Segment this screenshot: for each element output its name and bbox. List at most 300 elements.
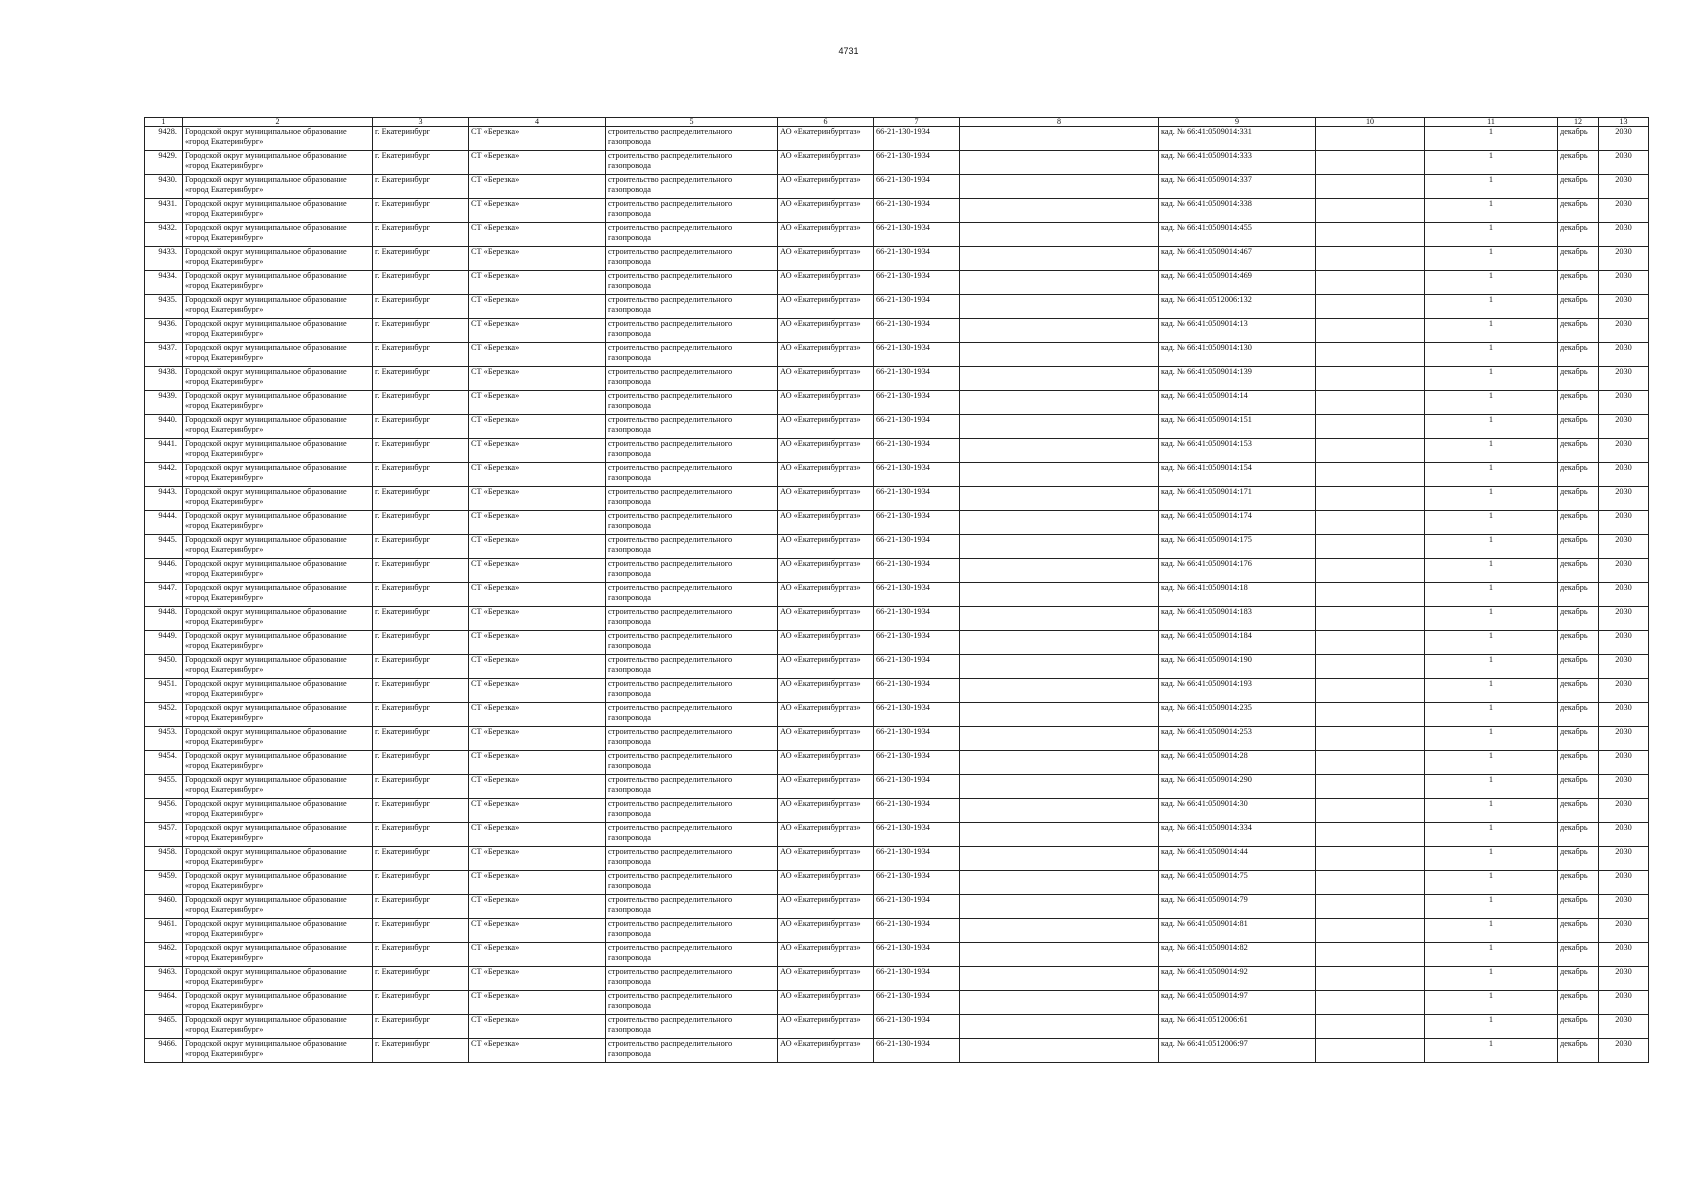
row-number-cell: 9457. <box>145 823 183 847</box>
code-cell: 66-21-130-1934 <box>874 943 960 967</box>
city-cell: г. Екатеринбург <box>373 391 469 415</box>
cadastral-number-cell: кад. № 66:41:0509014:92 <box>1159 967 1316 991</box>
company-cell: АО «Екатеринбурггаз» <box>778 151 874 175</box>
empty-cell <box>1316 151 1425 175</box>
year-cell: 2030 <box>1599 823 1649 847</box>
owner-cell: Городской округ муниципальное образование «город Екатеринбург» <box>183 151 373 175</box>
empty-cell <box>1316 199 1425 223</box>
empty-cell <box>960 751 1159 775</box>
table-row <box>145 631 1649 655</box>
quantity-cell: 1 <box>1425 1015 1558 1039</box>
owner-cell: Городской округ муниципальное образование «город Екатеринбург» <box>183 535 373 559</box>
empty-cell <box>960 511 1159 535</box>
city-cell: г. Екатеринбург <box>373 751 469 775</box>
month-cell: декабрь <box>1558 247 1599 271</box>
city-cell: г. Екатеринбург <box>373 247 469 271</box>
year-cell: 2030 <box>1599 127 1649 151</box>
company-cell: АО «Екатеринбурггаз» <box>778 463 874 487</box>
cadastral-number-cell: кад. № 66:41:0509014:30 <box>1159 799 1316 823</box>
row-number-cell: 9452. <box>145 703 183 727</box>
company-cell: АО «Екатеринбурггаз» <box>778 847 874 871</box>
table-row <box>145 895 1649 919</box>
company-cell: АО «Екатеринбурггаз» <box>778 799 874 823</box>
column-header: 9 <box>1159 118 1316 127</box>
owner-cell: Городской округ муниципальное образование «город Екатеринбург» <box>183 559 373 583</box>
column-header: 13 <box>1599 118 1649 127</box>
month-cell: декабрь <box>1558 943 1599 967</box>
owner-cell: Городской округ муниципальное образование «город Екатеринбург» <box>183 463 373 487</box>
code-cell: 66-21-130-1934 <box>874 967 960 991</box>
empty-cell <box>960 367 1159 391</box>
quantity-cell: 1 <box>1425 919 1558 943</box>
city-cell: г. Екатеринбург <box>373 1039 469 1063</box>
table-row <box>145 967 1649 991</box>
city-cell: г. Екатеринбург <box>373 775 469 799</box>
quantity-cell: 1 <box>1425 1039 1558 1063</box>
owner-cell: Городской округ муниципальное образование «город Екатеринбург» <box>183 847 373 871</box>
location-cell: СТ «Березка» <box>469 607 606 631</box>
work-description-cell: строительство распределительного газопровода <box>606 511 778 535</box>
company-cell: АО «Екатеринбурггаз» <box>778 415 874 439</box>
location-cell: СТ «Березка» <box>469 199 606 223</box>
empty-cell <box>1316 1015 1425 1039</box>
empty-cell <box>960 295 1159 319</box>
company-cell: АО «Екатеринбурггаз» <box>778 319 874 343</box>
empty-cell <box>960 559 1159 583</box>
table-row <box>145 415 1649 439</box>
work-description-cell: строительство распределительного газопровода <box>606 679 778 703</box>
table-row <box>145 271 1649 295</box>
location-cell: СТ «Березка» <box>469 583 606 607</box>
cadastral-number-cell: кад. № 66:41:0509014:174 <box>1159 511 1316 535</box>
location-cell: СТ «Березка» <box>469 463 606 487</box>
empty-cell <box>1316 535 1425 559</box>
empty-cell <box>960 991 1159 1015</box>
table-row <box>145 703 1649 727</box>
table-row <box>145 871 1649 895</box>
empty-cell <box>1316 247 1425 271</box>
table-row <box>145 127 1649 151</box>
month-cell: декабрь <box>1558 463 1599 487</box>
work-description-cell: строительство распределительного газопровода <box>606 967 778 991</box>
empty-cell <box>960 919 1159 943</box>
year-cell: 2030 <box>1599 559 1649 583</box>
year-cell: 2030 <box>1599 751 1649 775</box>
quantity-cell: 1 <box>1425 703 1558 727</box>
cadastral-number-cell: кад. № 66:41:0509014:184 <box>1159 631 1316 655</box>
owner-cell: Городской округ муниципальное образование «город Екатеринбург» <box>183 991 373 1015</box>
cadastral-number-cell: кад. № 66:41:0512006:132 <box>1159 295 1316 319</box>
month-cell: декабрь <box>1558 607 1599 631</box>
column-header: 4 <box>469 118 606 127</box>
empty-cell <box>960 823 1159 847</box>
owner-cell: Городской округ муниципальное образование «город Екатеринбург» <box>183 343 373 367</box>
empty-cell <box>1316 943 1425 967</box>
city-cell: г. Екатеринбург <box>373 343 469 367</box>
table-row <box>145 391 1649 415</box>
year-cell: 2030 <box>1599 415 1649 439</box>
column-header: 1 <box>145 118 183 127</box>
work-description-cell: строительство распределительного газопровода <box>606 847 778 871</box>
empty-cell <box>960 463 1159 487</box>
work-description-cell: строительство распределительного газопровода <box>606 583 778 607</box>
table-row <box>145 919 1649 943</box>
work-description-cell: строительство распределительного газопровода <box>606 1015 778 1039</box>
location-cell: СТ «Березка» <box>469 271 606 295</box>
year-cell: 2030 <box>1599 199 1649 223</box>
empty-cell <box>960 151 1159 175</box>
empty-cell <box>960 703 1159 727</box>
month-cell: декабрь <box>1558 295 1599 319</box>
empty-cell <box>1316 1039 1425 1063</box>
year-cell: 2030 <box>1599 487 1649 511</box>
location-cell: СТ «Березка» <box>469 871 606 895</box>
quantity-cell: 1 <box>1425 367 1558 391</box>
company-cell: АО «Екатеринбурггаз» <box>778 175 874 199</box>
column-header: 11 <box>1425 118 1558 127</box>
year-cell: 2030 <box>1599 727 1649 751</box>
cadastral-number-cell: кад. № 66:41:0509014:176 <box>1159 559 1316 583</box>
cadastral-number-cell: кад. № 66:41:0512006:61 <box>1159 1015 1316 1039</box>
month-cell: декабрь <box>1558 847 1599 871</box>
work-description-cell: строительство распределительного газопровода <box>606 607 778 631</box>
owner-cell: Городской округ муниципальное образование «город Екатеринбург» <box>183 199 373 223</box>
table-row <box>145 223 1649 247</box>
cadastral-number-cell: кад. № 66:41:0509014:469 <box>1159 271 1316 295</box>
row-number-cell: 9435. <box>145 295 183 319</box>
location-cell: СТ «Березка» <box>469 1039 606 1063</box>
company-cell: АО «Екатеринбурггаз» <box>778 919 874 943</box>
work-description-cell: строительство распределительного газопровода <box>606 271 778 295</box>
work-description-cell: строительство распределительного газопровода <box>606 535 778 559</box>
quantity-cell: 1 <box>1425 199 1558 223</box>
work-description-cell: строительство распределительного газопровода <box>606 295 778 319</box>
work-description-cell: строительство распределительного газопровода <box>606 751 778 775</box>
location-cell: СТ «Березка» <box>469 415 606 439</box>
row-number-cell: 9466. <box>145 1039 183 1063</box>
row-number-cell: 9459. <box>145 871 183 895</box>
location-cell: СТ «Березка» <box>469 991 606 1015</box>
code-cell: 66-21-130-1934 <box>874 655 960 679</box>
table-row <box>145 463 1649 487</box>
company-cell: АО «Екатеринбурггаз» <box>778 247 874 271</box>
code-cell: 66-21-130-1934 <box>874 343 960 367</box>
column-header: 8 <box>960 118 1159 127</box>
location-cell: СТ «Березка» <box>469 655 606 679</box>
quantity-cell: 1 <box>1425 463 1558 487</box>
month-cell: декабрь <box>1558 967 1599 991</box>
location-cell: СТ «Березка» <box>469 823 606 847</box>
empty-cell <box>960 391 1159 415</box>
year-cell: 2030 <box>1599 631 1649 655</box>
row-number-cell: 9445. <box>145 535 183 559</box>
empty-cell <box>1316 991 1425 1015</box>
location-cell: СТ «Березка» <box>469 295 606 319</box>
empty-cell <box>960 1015 1159 1039</box>
city-cell: г. Екатеринбург <box>373 271 469 295</box>
code-cell: 66-21-130-1934 <box>874 295 960 319</box>
month-cell: декабрь <box>1558 871 1599 895</box>
quantity-cell: 1 <box>1425 799 1558 823</box>
empty-cell <box>1316 607 1425 631</box>
code-cell: 66-21-130-1934 <box>874 127 960 151</box>
row-number-cell: 9430. <box>145 175 183 199</box>
location-cell: СТ «Березка» <box>469 127 606 151</box>
row-number-cell: 9432. <box>145 223 183 247</box>
cadastral-number-cell: кад. № 66:41:0509014:81 <box>1159 919 1316 943</box>
code-cell: 66-21-130-1934 <box>874 631 960 655</box>
table-row <box>145 655 1649 679</box>
month-cell: декабрь <box>1558 151 1599 175</box>
month-cell: декабрь <box>1558 679 1599 703</box>
work-description-cell: строительство распределительного газопровода <box>606 415 778 439</box>
empty-cell <box>1316 271 1425 295</box>
owner-cell: Городской округ муниципальное образование «город Екатеринбург» <box>183 1039 373 1063</box>
company-cell: АО «Екатеринбурггаз» <box>778 871 874 895</box>
location-cell: СТ «Березка» <box>469 535 606 559</box>
month-cell: декабрь <box>1558 751 1599 775</box>
empty-cell <box>1316 487 1425 511</box>
owner-cell: Городской округ муниципальное образование «город Екатеринбург» <box>183 655 373 679</box>
cadastral-number-cell: кад. № 66:41:0509014:130 <box>1159 343 1316 367</box>
code-cell: 66-21-130-1934 <box>874 679 960 703</box>
year-cell: 2030 <box>1599 943 1649 967</box>
code-cell: 66-21-130-1934 <box>874 439 960 463</box>
cadastral-number-cell: кад. № 66:41:0509014:235 <box>1159 703 1316 727</box>
cadastral-number-cell: кад. № 66:41:0509014:175 <box>1159 535 1316 559</box>
cadastral-number-cell: кад. № 66:41:0509014:338 <box>1159 199 1316 223</box>
city-cell: г. Екатеринбург <box>373 583 469 607</box>
company-cell: АО «Екатеринбурггаз» <box>778 223 874 247</box>
month-cell: декабрь <box>1558 727 1599 751</box>
row-number-cell: 9428. <box>145 127 183 151</box>
city-cell: г. Екатеринбург <box>373 1015 469 1039</box>
quantity-cell: 1 <box>1425 511 1558 535</box>
work-description-cell: строительство распределительного газопровода <box>606 775 778 799</box>
location-cell: СТ «Березка» <box>469 679 606 703</box>
year-cell: 2030 <box>1599 247 1649 271</box>
year-cell: 2030 <box>1599 583 1649 607</box>
empty-cell <box>1316 439 1425 463</box>
quantity-cell: 1 <box>1425 895 1558 919</box>
owner-cell: Городской округ муниципальное образование «город Екатеринбург» <box>183 727 373 751</box>
row-number-cell: 9450. <box>145 655 183 679</box>
code-cell: 66-21-130-1934 <box>874 847 960 871</box>
work-description-cell: строительство распределительного газопровода <box>606 367 778 391</box>
location-cell: СТ «Березка» <box>469 559 606 583</box>
city-cell: г. Екатеринбург <box>373 823 469 847</box>
month-cell: декабрь <box>1558 919 1599 943</box>
owner-cell: Городской округ муниципальное образование «город Екатеринбург» <box>183 823 373 847</box>
empty-cell <box>1316 415 1425 439</box>
empty-cell <box>1316 871 1425 895</box>
empty-cell <box>960 127 1159 151</box>
empty-cell <box>1316 679 1425 703</box>
company-cell: АО «Екатеринбурггаз» <box>778 535 874 559</box>
work-description-cell: строительство распределительного газопровода <box>606 151 778 175</box>
month-cell: декабрь <box>1558 1039 1599 1063</box>
month-cell: декабрь <box>1558 895 1599 919</box>
empty-cell <box>960 967 1159 991</box>
empty-cell <box>960 607 1159 631</box>
city-cell: г. Екатеринбург <box>373 559 469 583</box>
empty-cell <box>960 583 1159 607</box>
row-number-cell: 9438. <box>145 367 183 391</box>
column-header: 2 <box>183 118 373 127</box>
location-cell: СТ «Березка» <box>469 1015 606 1039</box>
empty-cell <box>960 799 1159 823</box>
work-description-cell: строительство распределительного газопровода <box>606 655 778 679</box>
quantity-cell: 1 <box>1425 127 1558 151</box>
row-number-cell: 9448. <box>145 607 183 631</box>
cadastral-number-cell: кад. № 66:41:0509014:253 <box>1159 727 1316 751</box>
code-cell: 66-21-130-1934 <box>874 799 960 823</box>
year-cell: 2030 <box>1599 1039 1649 1063</box>
year-cell: 2030 <box>1599 799 1649 823</box>
quantity-cell: 1 <box>1425 583 1558 607</box>
month-cell: декабрь <box>1558 511 1599 535</box>
row-number-cell: 9461. <box>145 919 183 943</box>
year-cell: 2030 <box>1599 391 1649 415</box>
company-cell: АО «Екатеринбурггаз» <box>778 775 874 799</box>
page-number: 4731 <box>838 46 859 56</box>
work-description-cell: строительство распределительного газопровода <box>606 1039 778 1063</box>
company-cell: АО «Екатеринбурггаз» <box>778 583 874 607</box>
quantity-cell: 1 <box>1425 631 1558 655</box>
quantity-cell: 1 <box>1425 271 1558 295</box>
table-row <box>145 823 1649 847</box>
cadastral-number-cell: кад. № 66:41:0509014:290 <box>1159 775 1316 799</box>
location-cell: СТ «Березка» <box>469 319 606 343</box>
work-description-cell: строительство распределительного газопровода <box>606 895 778 919</box>
column-header: 6 <box>778 118 874 127</box>
empty-cell <box>960 847 1159 871</box>
year-cell: 2030 <box>1599 919 1649 943</box>
city-cell: г. Екатеринбург <box>373 319 469 343</box>
code-cell: 66-21-130-1934 <box>874 871 960 895</box>
column-header: 7 <box>874 118 960 127</box>
row-number-cell: 9463. <box>145 967 183 991</box>
empty-cell <box>1316 823 1425 847</box>
company-cell: АО «Екатеринбурггаз» <box>778 1015 874 1039</box>
quantity-cell: 1 <box>1425 655 1558 679</box>
work-description-cell: строительство распределительного газопровода <box>606 799 778 823</box>
cadastral-number-cell: кад. № 66:41:0509014:97 <box>1159 991 1316 1015</box>
year-cell: 2030 <box>1599 319 1649 343</box>
table-row <box>145 583 1649 607</box>
month-cell: декабрь <box>1558 439 1599 463</box>
code-cell: 66-21-130-1934 <box>874 895 960 919</box>
row-number-cell: 9449. <box>145 631 183 655</box>
location-cell: СТ «Березка» <box>469 751 606 775</box>
work-description-cell: строительство распределительного газопровода <box>606 463 778 487</box>
code-cell: 66-21-130-1934 <box>874 367 960 391</box>
city-cell: г. Екатеринбург <box>373 535 469 559</box>
row-number-cell: 9458. <box>145 847 183 871</box>
quantity-cell: 1 <box>1425 247 1558 271</box>
company-cell: АО «Екатеринбурггаз» <box>778 991 874 1015</box>
cadastral-number-cell: кад. № 66:41:0509014:28 <box>1159 751 1316 775</box>
empty-cell <box>1316 727 1425 751</box>
work-description-cell: строительство распределительного газопровода <box>606 247 778 271</box>
table-row <box>145 199 1649 223</box>
cadastral-number-cell: кад. № 66:41:0509014:153 <box>1159 439 1316 463</box>
cadastral-number-cell: кад. № 66:41:0509014:334 <box>1159 823 1316 847</box>
quantity-cell: 1 <box>1425 391 1558 415</box>
city-cell: г. Екатеринбург <box>373 967 469 991</box>
location-cell: СТ «Березка» <box>469 799 606 823</box>
month-cell: декабрь <box>1558 487 1599 511</box>
owner-cell: Городской округ муниципальное образование «город Екатеринбург» <box>183 967 373 991</box>
city-cell: г. Екатеринбург <box>373 943 469 967</box>
location-cell: СТ «Березка» <box>469 967 606 991</box>
code-cell: 66-21-130-1934 <box>874 583 960 607</box>
company-cell: АО «Екатеринбурггаз» <box>778 631 874 655</box>
code-cell: 66-21-130-1934 <box>874 775 960 799</box>
quantity-cell: 1 <box>1425 991 1558 1015</box>
month-cell: декабрь <box>1558 415 1599 439</box>
table-row <box>145 439 1649 463</box>
empty-cell <box>1316 175 1425 199</box>
empty-cell <box>1316 919 1425 943</box>
row-number-cell: 9454. <box>145 751 183 775</box>
work-description-cell: строительство распределительного газопровода <box>606 199 778 223</box>
work-description-cell: строительство распределительного газопровода <box>606 319 778 343</box>
work-description-cell: строительство распределительного газопровода <box>606 391 778 415</box>
company-cell: АО «Екатеринбурггаз» <box>778 655 874 679</box>
owner-cell: Городской округ муниципальное образование «город Екатеринбург» <box>183 487 373 511</box>
empty-cell <box>960 895 1159 919</box>
code-cell: 66-21-130-1934 <box>874 151 960 175</box>
owner-cell: Городской округ муниципальное образование «город Екатеринбург» <box>183 679 373 703</box>
company-cell: АО «Екатеринбурггаз» <box>778 295 874 319</box>
empty-cell <box>1316 895 1425 919</box>
table-row <box>145 727 1649 751</box>
location-cell: СТ «Березка» <box>469 151 606 175</box>
city-cell: г. Екатеринбург <box>373 727 469 751</box>
code-cell: 66-21-130-1934 <box>874 559 960 583</box>
company-cell: АО «Екатеринбурггаз» <box>778 703 874 727</box>
owner-cell: Городской округ муниципальное образование «город Екатеринбург» <box>183 943 373 967</box>
row-number-cell: 9460. <box>145 895 183 919</box>
row-number-cell: 9436. <box>145 319 183 343</box>
location-cell: СТ «Березка» <box>469 943 606 967</box>
year-cell: 2030 <box>1599 439 1649 463</box>
work-description-cell: строительство распределительного газопровода <box>606 631 778 655</box>
code-cell: 66-21-130-1934 <box>874 703 960 727</box>
owner-cell: Городской округ муниципальное образование «город Екатеринбург» <box>183 871 373 895</box>
empty-cell <box>960 223 1159 247</box>
month-cell: декабрь <box>1558 583 1599 607</box>
empty-cell <box>960 319 1159 343</box>
year-cell: 2030 <box>1599 847 1649 871</box>
quantity-cell: 1 <box>1425 943 1558 967</box>
month-cell: декабрь <box>1558 175 1599 199</box>
location-cell: СТ «Березка» <box>469 895 606 919</box>
row-number-cell: 9453. <box>145 727 183 751</box>
quantity-cell: 1 <box>1425 439 1558 463</box>
table-row <box>145 343 1649 367</box>
company-cell: АО «Екатеринбурггаз» <box>778 823 874 847</box>
quantity-cell: 1 <box>1425 679 1558 703</box>
month-cell: декабрь <box>1558 391 1599 415</box>
work-description-cell: строительство распределительного газопровода <box>606 487 778 511</box>
quantity-cell: 1 <box>1425 343 1558 367</box>
month-cell: декабрь <box>1558 367 1599 391</box>
table-row <box>145 367 1649 391</box>
cadastral-number-cell: кад. № 66:41:0509014:193 <box>1159 679 1316 703</box>
empty-cell <box>960 415 1159 439</box>
